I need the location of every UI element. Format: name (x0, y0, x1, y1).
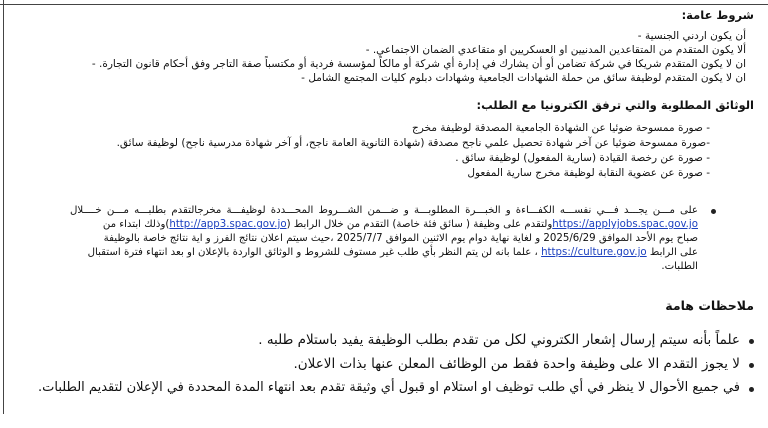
application-text: )وذلك ابتداء من (102, 219, 170, 230)
document-item: - صورة عن عضوية النقابة لوظيفة مخرج سارية المفعول (467, 167, 710, 179)
application-text: ، علما بانه لن يتم النظر بأي طلب غير مستوف للشروط و الوثائق الواردة بالإعلان او بعد انتهاء فترة استقبال (87, 247, 538, 258)
general-conditions-title: شروط عامة: (681, 8, 754, 22)
bullet-dot-icon (749, 387, 754, 392)
app3-link[interactable]: http://app3.spac.gov.jo (169, 219, 287, 230)
important-notes-title: ملاحظات هامة (665, 298, 754, 313)
note-item: لا يجوز التقدم الا على وظيفة واحدة فقط من الوظائف المعلن عنها بذات الاعلان. (293, 356, 740, 372)
condition-item: أن يكون اردني الجنسية - (638, 30, 746, 42)
left-border (3, 0, 4, 414)
note-item: في جميع الأحوال لا ينظر في أي طلب توظيف او استلام او قبول أي وثيقة تقدم بعد انتهاء المدة المحددة في الإعلان لتقديم الطلبات. (38, 380, 740, 395)
applyjobs-link[interactable]: https://applyjobs.spac.gov.jo (552, 219, 698, 230)
application-line: صباح يوم الأحد الموافق 2025/6/29 و لغاية نهاية دوام يوم الاثنين الموافق 2025/7/7 ،حيث سيتم اعلان نتائج الفرز و اية نتائج خاصة بالوظيفة (103, 233, 698, 244)
condition-item: ألا يكون المتقدم من المتقاعدين المدنيين او العسكريين او متقاعدي الضمان الاجتماعي. - (366, 44, 746, 56)
bullet-dot-icon (711, 209, 716, 214)
application-line: على مـــن يجـــد فـــي نفســـه الكفـــاءة و الخبـــرة المطلوبـــة و ضـــمن الشـــروط المحـــددة لوظيفـــة مخرجالتقدم بطلبـــه مـــن خــــلال (70, 205, 698, 216)
document-item: -صورة ممسوحة ضوئيا عن آخر شهادة تحصيل علمي ناجح مصدقة (شهادة الثانوية العامة ناجح، أو آخر شهادة مدرسية ناجح) لوظيفة سائق. (116, 137, 710, 149)
document-item: - صورة عن رخصة القيادة (سارية المفعول) لوظيفة سائق . (455, 152, 710, 164)
top-border (0, 4, 768, 5)
application-text: ولتقدم على وظيفة ( سائق فئة خاصة) التقدم من خلال الرابط ( (286, 219, 553, 230)
application-text: على الرابط (649, 247, 698, 258)
bullet-dot-icon (749, 363, 754, 368)
condition-item: ان لا يكون المتقدم شريكا في شركة تضامن أو أن يشارك في إدارة أي شركة أو مالكاً لمؤسسة فردية أو مكتسباً صفة التاجر وفق أحكام قانون التجارة. - (92, 58, 746, 70)
document-item: - صورة ممسوحة ضوئيا عن الشهادة الجامعية المصدقة لوظيفة مخرج (411, 122, 710, 134)
application-line-link (88, 246, 698, 259)
note-item: علماً بأنه سيتم إرسال إشعار الكتروني لكل من تقدم بطلب الوظيفة يفيد باستلام طلبه . (258, 332, 740, 348)
documents-title: الوثائق المطلوبة والتي ترفق الكترونيا مع الطلب: (476, 98, 754, 112)
condition-item: ان لا يكون المتقدم لوظيفة سائق من حملة الشهادات الجامعية وشهادات دبلوم كليات المجتمع الشامل - (301, 72, 746, 84)
culture-link[interactable]: https://culture.gov.jo (541, 247, 647, 258)
application-line: الطلبات. (661, 261, 698, 272)
application-line-links (103, 218, 698, 231)
bullet-dot-icon (749, 339, 754, 344)
